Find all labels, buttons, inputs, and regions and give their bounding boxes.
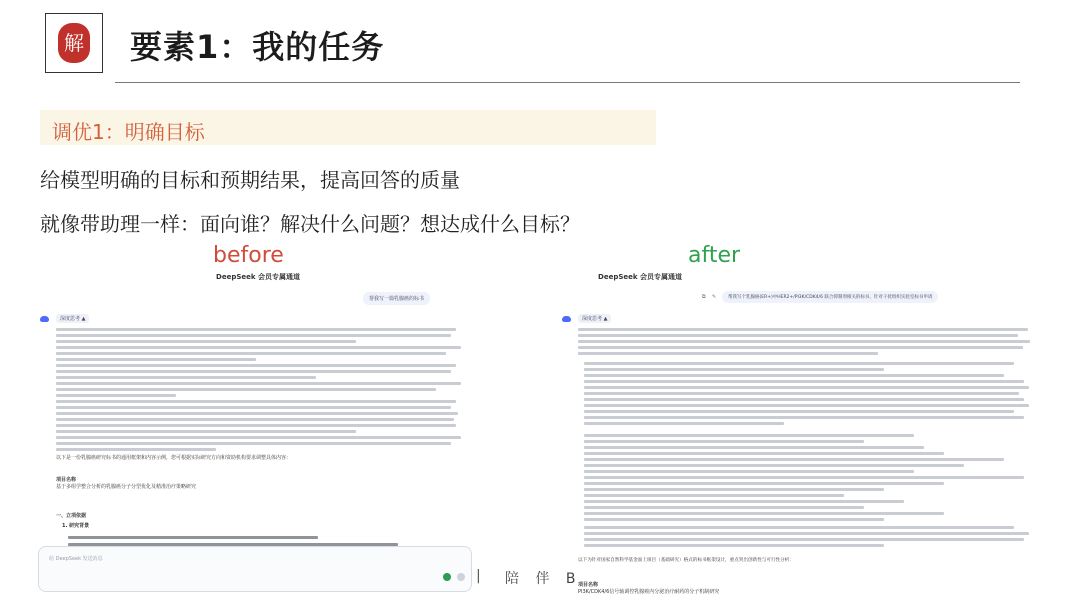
footer-text: 陪 伴 B <box>505 571 582 587</box>
edit-icon[interactable]: ✎ <box>712 294 717 300</box>
before-screenshot <box>38 264 478 600</box>
message-input[interactable] <box>38 546 472 592</box>
think-line <box>578 328 1028 331</box>
think-line <box>56 442 451 445</box>
think-line <box>584 544 884 547</box>
think-line <box>584 422 784 425</box>
think-line <box>56 334 451 337</box>
think-line <box>56 376 316 379</box>
before-panel-title: DeepSeek 会员专属通道 <box>216 273 300 281</box>
think-line <box>56 382 461 385</box>
page-title: 要素1：我的任务 <box>130 28 385 66</box>
think-line <box>584 464 964 467</box>
deep-think-chip[interactable]: 深度思考 ▲ <box>578 314 611 323</box>
think-line <box>584 470 914 473</box>
answer-intro: 以下是一份乳腺癌研究标书的通用框架和内容示例，您可根据实际研究方向和资助机构要求调整具体内容： <box>56 455 292 461</box>
think-line <box>56 340 356 343</box>
subhead-title: 调优1：明确目标 <box>52 120 205 144</box>
after-screenshot <box>560 264 1040 600</box>
project-name: PI3K/CDK4/6信号轴调控乳腺癌内分泌治疗耐药的分子机制研究 <box>578 589 720 595</box>
think-line <box>584 532 1029 535</box>
think-line <box>578 352 878 355</box>
think-line <box>56 424 456 427</box>
think-line <box>56 394 176 397</box>
after-panel-title: DeepSeek 会员专属通道 <box>598 273 682 281</box>
think-line <box>584 458 1004 461</box>
think-line <box>584 404 1029 407</box>
think-line <box>584 434 914 437</box>
think-line <box>578 334 1018 337</box>
answer-bullet <box>68 536 318 539</box>
think-line <box>584 512 944 515</box>
after-label: after <box>688 243 741 268</box>
think-line <box>584 440 864 443</box>
think-line <box>584 506 864 509</box>
footer-separator: | <box>476 568 481 584</box>
send-icon[interactable] <box>443 573 451 581</box>
after-user-bubble: 帮我写个乳腺癌(ER+)中HER2+/PI3K/CDK4/6 联合抑制剂相关的标书，针对干扰组织实验室标书申请 <box>722 291 938 303</box>
subsection-heading: 1. 研究背景 <box>62 523 90 529</box>
think-line <box>584 482 944 485</box>
think-line <box>584 410 1014 413</box>
think-line <box>56 448 216 451</box>
think-line <box>56 388 436 391</box>
think-line <box>584 488 884 491</box>
think-line <box>584 538 1024 541</box>
think-line <box>56 412 458 415</box>
before-label: before <box>213 243 284 268</box>
think-line <box>56 352 446 355</box>
think-line <box>584 476 1024 479</box>
think-line <box>584 526 1014 529</box>
think-line <box>578 340 1030 343</box>
before-user-bubble: 帮我写一篇乳腺癌的标书 <box>363 292 430 305</box>
section-heading: 一、立项依据 <box>56 513 87 519</box>
think-line <box>56 328 456 331</box>
think-line <box>584 380 1024 383</box>
body-line-2: 就像带助理一样：面向谁？解决什么问题？想达成什么目标？ <box>40 212 580 236</box>
think-line <box>56 358 256 361</box>
think-line <box>56 346 461 349</box>
think-line <box>584 392 1019 395</box>
think-line <box>584 494 844 497</box>
think-line <box>584 518 884 521</box>
think-line <box>584 368 884 371</box>
think-line <box>56 436 461 439</box>
think-line <box>56 400 456 403</box>
deep-think-chip[interactable]: 深度思考 ▲ <box>56 314 89 323</box>
think-line <box>584 446 924 449</box>
think-line <box>56 370 451 373</box>
think-line <box>584 398 1024 401</box>
think-line <box>56 364 456 367</box>
think-line <box>584 374 1004 377</box>
think-line <box>56 406 451 409</box>
project-label: 项目名称 <box>56 477 77 483</box>
think-line <box>584 386 1029 389</box>
copy-icon[interactable]: ⧉ <box>702 294 706 300</box>
think-line <box>56 430 356 433</box>
think-line <box>578 346 1023 349</box>
seal-icon: 解 <box>58 23 90 63</box>
answer-intro: 以下为针对国家自然科学基金面上项目（基础研究）格式的标书框架设计，重点突出创新性与可行性分析： <box>578 558 794 563</box>
think-line <box>584 452 944 455</box>
deepseek-logo-icon <box>562 316 571 322</box>
body-line-1: 给模型明确的目标和预期结果，提高回答的质量 <box>40 168 460 192</box>
upload-icon[interactable] <box>457 573 465 581</box>
think-line <box>584 416 1024 419</box>
project-name: 基于多组学整合分析的乳腺癌分子分型优化及精准治疗策略研究 <box>56 484 197 490</box>
think-line <box>584 362 1014 365</box>
logo-seal <box>45 13 103 73</box>
deepseek-logo-icon <box>40 316 49 322</box>
project-label: 项目名称 <box>578 582 599 588</box>
input-placeholder: 给 DeepSeek 发送消息 <box>49 556 103 562</box>
think-line <box>56 418 454 421</box>
title-divider <box>115 82 1020 83</box>
think-line <box>584 500 904 503</box>
